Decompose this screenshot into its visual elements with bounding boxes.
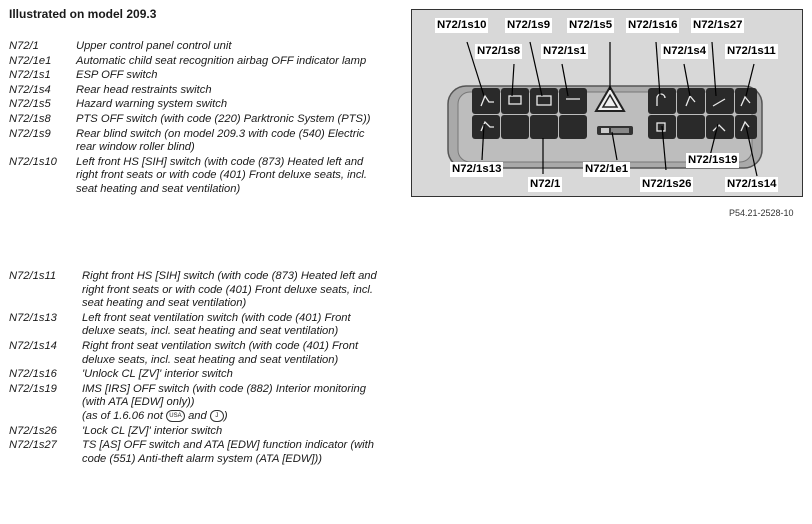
legend-desc: 'Lock CL [ZV]' interior switch xyxy=(82,424,223,437)
legend-item xyxy=(9,40,379,54)
callout-s5: N72/1s5 xyxy=(569,19,613,31)
legend-item xyxy=(9,312,379,339)
note-middle: and xyxy=(188,409,207,422)
legend-code: N72/1s27 xyxy=(9,439,57,452)
legend-code: N72/1s11 xyxy=(9,270,57,282)
callout-s14: N72/1s14 xyxy=(727,178,777,190)
ts-off-button xyxy=(706,88,734,114)
legend-code: N72/1s8 xyxy=(9,112,51,125)
legend-item xyxy=(9,98,379,112)
legend-item xyxy=(9,55,379,69)
callout-s26: N72/1s26 xyxy=(642,178,692,190)
legend-desc: Hazard warning system switch xyxy=(76,98,228,111)
seat-vent-left-button xyxy=(472,115,500,139)
j-badge: J xyxy=(210,410,224,422)
legend-code: N72/1s1 xyxy=(9,69,51,82)
control-panel-figure xyxy=(411,9,803,197)
legend-code: N72/1s14 xyxy=(9,339,57,352)
legend-desc: 'Unlock CL [ZV]' interior switch xyxy=(82,368,233,381)
page-title: Illustrated on model 209.3 xyxy=(9,7,157,21)
legend-item xyxy=(9,439,379,466)
callout-s13: N72/1s13 xyxy=(452,163,502,175)
legend-desc: Right front seat ventilation switch (with code (401) Front deluxe seats, incl. seat heating and seat ventilation) xyxy=(82,339,359,366)
blank-button xyxy=(530,115,558,139)
legend-item xyxy=(9,156,379,197)
callout-s8: N72/1s8 xyxy=(477,45,521,57)
seat-heat-left-button xyxy=(472,88,500,114)
legend-code: N72/1e1 xyxy=(9,54,52,67)
legend-code: N72/1s26 xyxy=(9,424,57,437)
blank-button xyxy=(501,115,529,139)
legend-desc: TS [AS] OFF switch and ATA [EDW] function indicator (with code (551) Anti-theft alarm system (ATA [EDW])) xyxy=(82,439,374,465)
legend-item xyxy=(9,113,379,127)
legend-desc: IMS [IRS] OFF switch (with code (882) Interior monitoring (with ATA [EDW] only)) xyxy=(82,382,366,409)
callout-n1: N72/1 xyxy=(530,178,561,190)
legend-list-a xyxy=(9,40,379,198)
callout-s11: N72/1s11 xyxy=(727,45,776,57)
legend-list-b xyxy=(9,270,379,467)
headrest-button xyxy=(677,88,705,114)
legend-code: N72/1s10 xyxy=(9,155,57,168)
esp-button xyxy=(559,88,587,114)
legend-desc: PTS OFF switch (with code (220) Parktronic System (PTS)) xyxy=(76,112,371,125)
legend-code: N72/1s19 xyxy=(9,382,57,395)
legend-desc: Upper control panel control unit xyxy=(76,40,232,52)
pts-button xyxy=(501,88,529,114)
legend-desc: Right front HS [SIH] switch (with code (873) Heated left and right front seats or with code (401) Front deluxe seats, incl. seat heating and seat ventilation) xyxy=(82,270,377,310)
legend-code: N72/1s13 xyxy=(9,311,57,324)
legend-desc: Rear blind switch (on model 209.3 with code (540) Electric rear window roller blind) xyxy=(76,127,365,154)
legend-code: N72/1s16 xyxy=(9,368,57,381)
blank-button xyxy=(677,115,705,139)
legend-item xyxy=(9,69,379,83)
legend-item xyxy=(9,383,379,424)
callout-s27: N72/1s27 xyxy=(693,19,743,31)
note-prefix: (as of 1.6.06 not xyxy=(82,409,163,422)
note-suffix: ) xyxy=(223,409,228,422)
legend-item xyxy=(9,368,379,382)
legend-item xyxy=(9,270,379,311)
legend-desc: Rear head restraints switch xyxy=(76,83,212,96)
legend-item xyxy=(9,340,379,367)
usa-badge: USA xyxy=(166,410,185,422)
callout-s4: N72/1s4 xyxy=(663,45,707,57)
callout-s19: N72/1s19 xyxy=(688,154,738,166)
callout-s9: N72/1s9 xyxy=(507,19,551,31)
callout-s16: N72/1s16 xyxy=(628,19,678,31)
ims-button xyxy=(706,115,734,139)
legend-code: N72/1s5 xyxy=(9,98,51,111)
legend-item xyxy=(9,425,379,439)
blank-button xyxy=(559,115,587,139)
blind-button xyxy=(530,88,558,114)
unlock-button xyxy=(648,88,676,114)
legend-desc: Automatic child seat recognition airbag OFF indicator lamp xyxy=(76,54,367,67)
legend-desc: ESP OFF switch xyxy=(76,69,158,82)
legend-desc: Left front HS [SIH] switch (with code (873) Heated left and right front seats or with code (401) Front deluxe seats, incl. seat heating and seat ventilation) xyxy=(76,155,368,195)
legend-code: N72/1s4 xyxy=(9,83,51,96)
callout-e1: N72/1e1 xyxy=(585,163,629,175)
legend-code: N72/1s9 xyxy=(9,127,51,140)
legend-desc: Left front seat ventilation switch (with code (401) Front deluxe seats, incl. seat heating and seat ventilation) xyxy=(82,311,351,338)
legend-item xyxy=(9,84,379,98)
callout-s1: N72/1s1 xyxy=(543,45,587,57)
callout-s10: N72/1s10 xyxy=(437,19,487,31)
figure-code: P54.21-2528-10 xyxy=(729,208,794,218)
legend-code: N72/1 xyxy=(9,40,39,52)
seat-heat-right-button xyxy=(735,88,757,114)
legend-item xyxy=(9,128,379,155)
legend-desc-block xyxy=(82,383,379,424)
